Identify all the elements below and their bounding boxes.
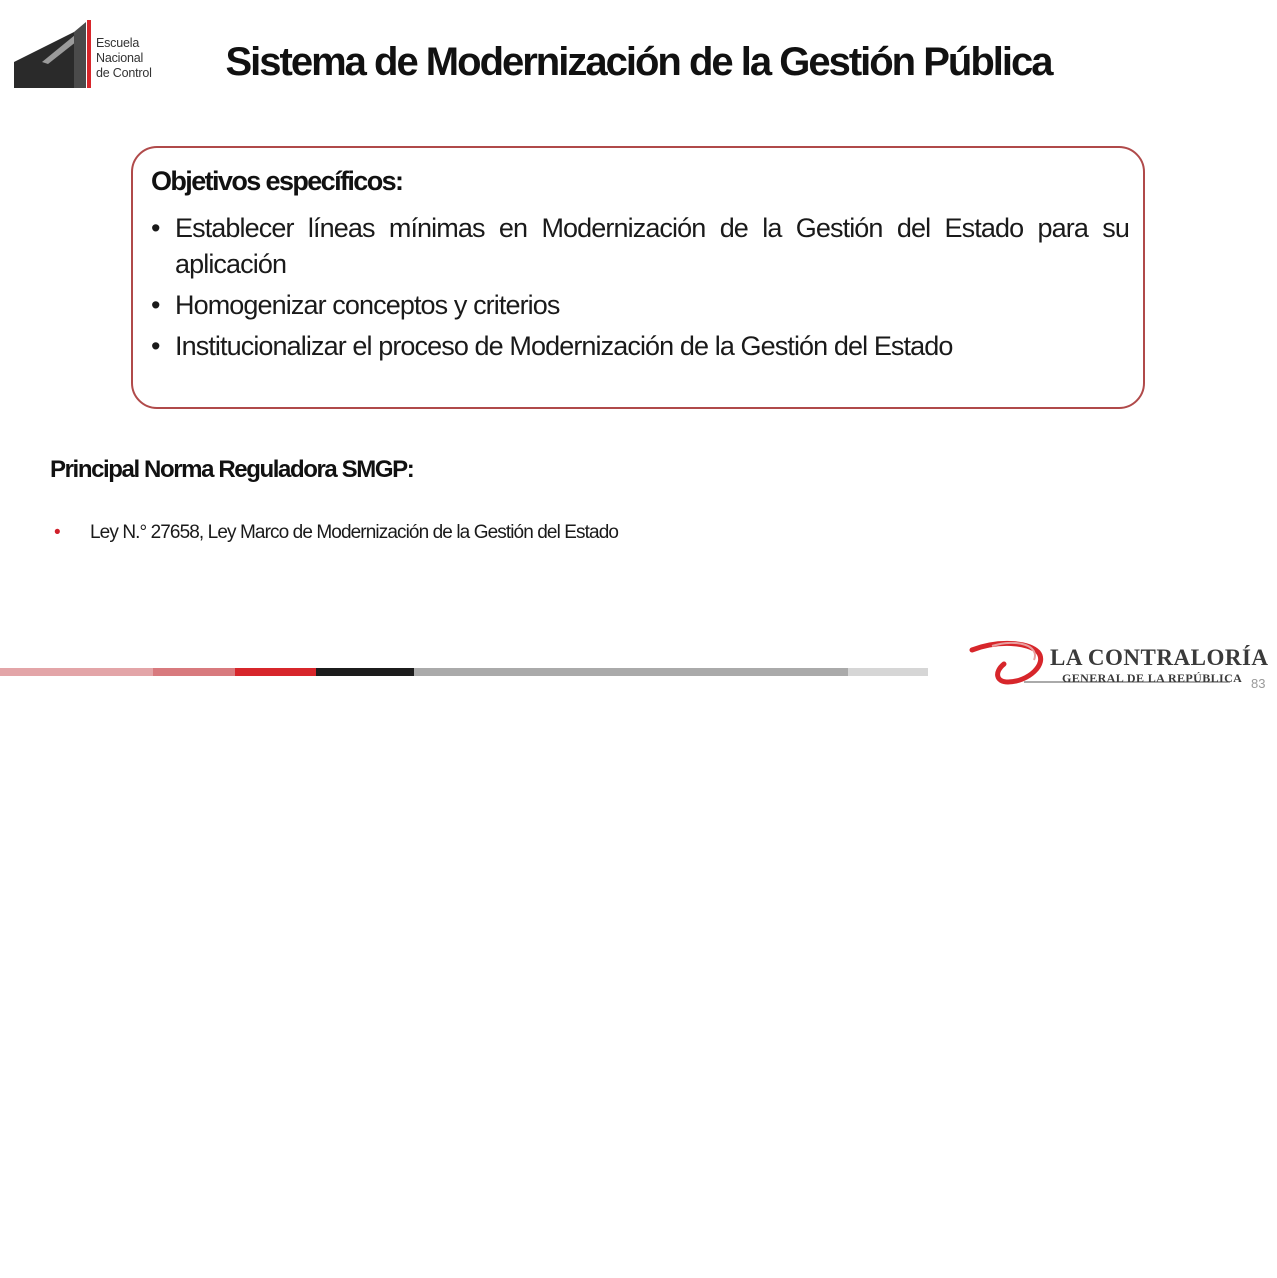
stripe-segment (848, 668, 928, 676)
page-number: 83 (1251, 676, 1266, 691)
list-item (149, 328, 1129, 364)
stripe-segment (153, 668, 235, 676)
objetivos-list (149, 210, 1129, 369)
list-item-text: Ley N.° 27658, Ley Marco de Modernización de la Gestión del Estado (90, 522, 619, 543)
enc-logo-text: Escuela Nacional de Control (96, 36, 152, 80)
list-item-text: Institucionalizar el proceso de Modernización de la Gestión del Estado (175, 331, 953, 361)
bullet-icon: • (54, 522, 60, 543)
list-item (149, 287, 1129, 323)
bullet-icon: • (151, 290, 160, 320)
stripe-segment (414, 668, 848, 676)
norma-list (50, 518, 700, 547)
contraloria-logo-sub: GENERAL DE LA REPÚBLICA (1062, 671, 1243, 685)
stripe-segment (0, 668, 153, 676)
list-item (50, 518, 700, 547)
list-item (149, 210, 1129, 282)
list-item-text: Establecer líneas mínimas en Modernización de la Gestión del Estado para su aplicación (175, 213, 1129, 279)
contraloria-logo-main: LA CONTRALORÍA (1050, 645, 1269, 670)
page-title: Sistema de Modernización de la Gestión Pública (225, 40, 1052, 84)
objetivos-heading: Objetivos específicos: (151, 166, 403, 196)
list-item-text: Homogenizar conceptos y criterios (175, 290, 560, 320)
bullet-icon: • (151, 331, 160, 361)
objetivos-box (131, 146, 1145, 409)
footer-color-stripe (0, 668, 928, 676)
stripe-segment (316, 668, 414, 676)
norma-heading: Principal Norma Reguladora SMGP: (50, 456, 414, 483)
stripe-segment (235, 668, 316, 676)
bullet-icon: • (151, 213, 160, 243)
